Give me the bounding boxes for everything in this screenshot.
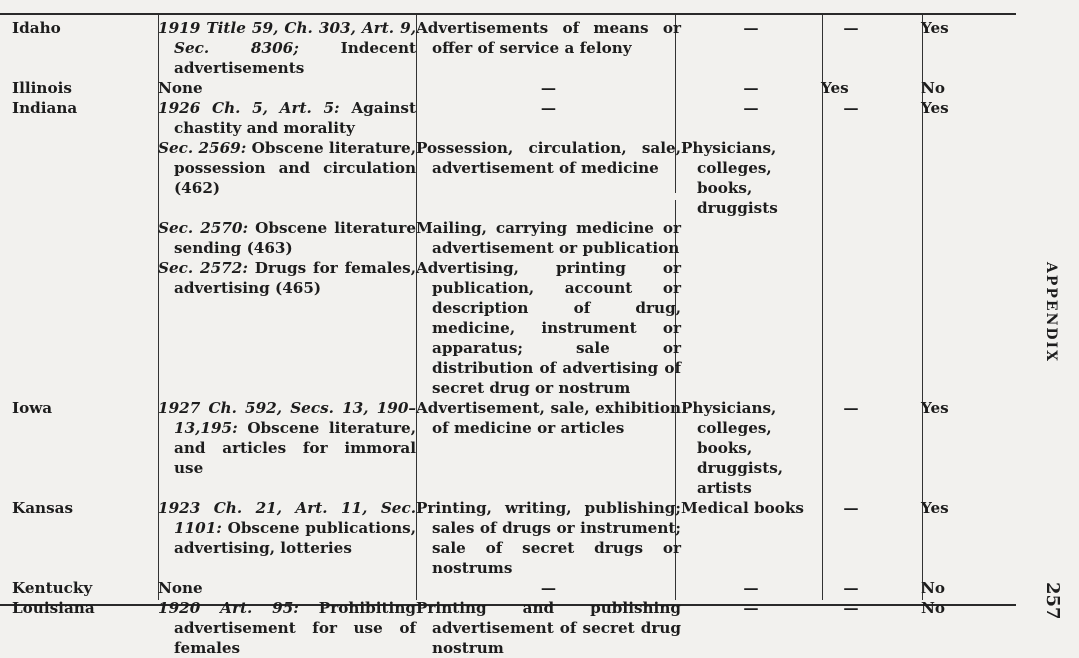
prohibited-acts: Advertising, printing or publication, account or description of drug, medicine, instrument or apparatus; sale or distribution of advertising of secret drug or nostrum <box>416 259 681 397</box>
table-row <box>12 98 1016 138</box>
state-name: Idaho <box>12 19 61 37</box>
exemptions: — <box>743 99 759 117</box>
mail-column: — <box>843 499 859 517</box>
prohibited-acts: Printing and publishing advertisement of secret drug nostrum <box>416 599 681 657</box>
table-row <box>12 78 1016 98</box>
state-name: Louisiana <box>12 599 95 617</box>
table-row <box>12 398 1016 498</box>
table-row <box>12 18 1016 78</box>
state-name: Iowa <box>12 399 53 417</box>
prohibited-acts: — <box>540 99 557 117</box>
contraception-column: No <box>921 579 946 597</box>
table-row <box>12 498 1016 578</box>
mail-column: — <box>843 579 859 597</box>
exemptions: Medical books <box>681 499 804 517</box>
contraception-column: No <box>921 599 946 617</box>
law-citation: 1919 Title 59, Ch. 303, Art. 9, Sec. 8306; Indecent advertisements <box>158 19 416 77</box>
mail-column: — <box>843 99 859 117</box>
mail-column: — <box>843 399 859 417</box>
law-citation: 1920 Art. 95: Prohibiting advertisement for use of females <box>158 599 416 657</box>
mail-column: — <box>843 19 859 37</box>
state-name: Kentucky <box>12 579 93 597</box>
exemptions: — <box>743 79 759 97</box>
table-row <box>12 598 1016 658</box>
mail-column: — <box>843 599 859 617</box>
prohibited-acts: Possession, circulation, sale, advertisement of medicine <box>416 139 681 177</box>
prohibited-acts: Advertisement, sale, exhibition of medicine or articles <box>416 399 681 437</box>
contraception-column: Yes <box>921 499 949 517</box>
contraception-column: Yes <box>921 399 949 417</box>
exemptions: Physicians, colleges, books, druggists, artists <box>681 399 784 497</box>
prohibited-acts: Mailing, carrying medicine or advertisement or publication <box>416 219 681 257</box>
contraception-column: Yes <box>921 19 949 37</box>
table-row <box>12 258 1016 398</box>
exemptions: — <box>743 19 759 37</box>
state-name: Kansas <box>12 499 74 517</box>
table-row <box>12 138 1016 218</box>
law-citation: None <box>158 579 203 597</box>
prohibited-acts: Printing, writing, publishing; sales of drugs or instrument; sale of secret drugs or nostrums <box>416 499 681 577</box>
exemptions: — <box>743 599 759 617</box>
state-name: Indiana <box>12 99 78 117</box>
law-citation: Sec. 2572: Drugs for females, advertising (465) <box>158 259 416 297</box>
top-rule <box>0 13 1016 15</box>
page-number: 257 <box>1042 582 1063 620</box>
law-citation: None <box>158 79 203 97</box>
prohibited-acts: — <box>540 79 557 97</box>
law-citation: 1923 Ch. 21, Art. 11, Sec. 1101: Obscene publications, advertising, lotteries <box>158 499 416 557</box>
table-row <box>12 218 1016 258</box>
state-name: Illinois <box>12 79 72 97</box>
law-citation: 1927 Ch. 592, Secs. 13, 190–13,195: Obscene literature, and articles for immoral use <box>158 399 416 477</box>
table-row <box>12 578 1016 598</box>
exemptions: — <box>743 579 759 597</box>
exemptions: Physicians, colleges, books, druggists <box>681 139 778 217</box>
contraception-column: Yes <box>921 99 949 117</box>
prohibited-acts: Advertisements of means or offer of service a felony <box>416 19 681 57</box>
law-citation: 1926 Ch. 5, Art. 5: Against chastity and morality <box>158 99 416 137</box>
contraception-column: No <box>921 79 946 97</box>
state-laws-table <box>12 18 1016 658</box>
prohibited-acts: — <box>540 579 557 597</box>
law-citation: Sec. 2569: Obscene literature, possession and circulation (462) <box>158 139 417 197</box>
section-sidebar-label: APPENDIX <box>1043 262 1059 363</box>
law-citation: Sec. 2570: Obscene literature sending (463) <box>158 219 416 257</box>
mail-column: Yes <box>821 79 849 97</box>
